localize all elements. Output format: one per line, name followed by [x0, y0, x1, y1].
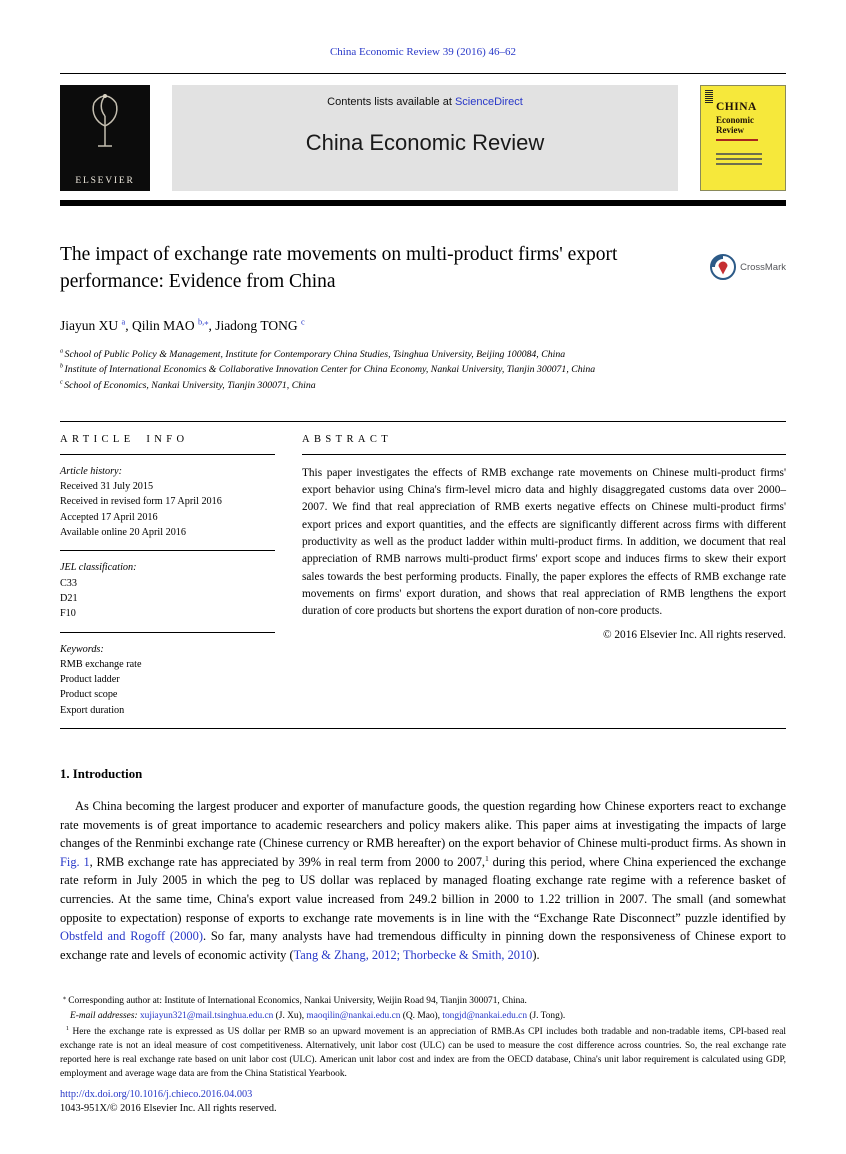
affiliation-line-a: $^a$ School of Public Policy & Management, Institute for Contemporary China Studies, Tsinghua University, Beijing 100084, China: [60, 348, 566, 360]
banner-divider-bar: [60, 200, 786, 206]
text-link[interactable]: xujiayun321@mail.tsinghua.edu.cn: [139, 1010, 274, 1021]
text-link[interactable]: b,⁎: [197, 317, 209, 327]
jel-item: D21: [60, 592, 78, 604]
journal-cover-thumbnail[interactable]: [700, 85, 786, 191]
email-addresses-note: E-mail addresses: xujiayun321@mail.tsinghua.edu.cn (J. Xu), maoqilin@nankai.edu.cn (Q. Mao), tongjd@nankai.edu.cn (J. Tong).: [70, 1010, 566, 1021]
corresponding-author-note: ⁎ Corresponding author at: Institute of International Economics, Nankai University, Weijin Road 94, Tianjin 300071, China.: [63, 995, 527, 1007]
keyword-item: Product scope: [60, 689, 118, 701]
crossmark-label: CrossMark: [740, 261, 786, 273]
crossmark-badge[interactable]: [709, 250, 786, 284]
cover-subtitle-2: Review: [716, 125, 744, 135]
doi-link[interactable]: http://dx.doi.org/10.1016/j.chieco.2016.04.003: [60, 1089, 253, 1100]
article-title: The impact of exchange rate movements on multi-product firms' export performance: Evidence from China: [60, 244, 618, 292]
cover-subtitle-1: Economic: [716, 115, 754, 125]
article-info-heading: ARTICLE INFO: [60, 422, 275, 455]
abstract-column: [289, 422, 786, 728]
cover-red-rule: [716, 139, 758, 141]
jel-group: [60, 551, 275, 632]
affiliations: [60, 347, 786, 394]
introduction-paragraph: As China becoming the largest producer and exporter of manufacture goods, the question regarding how Chinese exporters react to exchange rate movements is of great importance to academic researchers and policy makers alike. This paper aims at investigating the impacts of large changes of the Renminbi exchange rate (Chinese currency or RMB hereafter) on the export behavior of Chinese multi-product firms. As shown in Fig. 1, RMB exchange rate has appreciated by 39% in real term from 2000 to 2007,$^1$ during this period, where China experienced the exchange rate reform in July 2005 in which the peg to US dollar was replaced by managed floating exchange rate regime with a reference basket of currencies. At the same time, China's export value increased from 249.2 billion in 2000 to 1.22 trillion in 2007. The small (and somewhat opposite to expectation) response of exports to exchange rate movements is in line with the “Exchange Rate Disconnect” puzzle identified by Obstfeld and Rogoff (2000). So far, many analysts have had tremendous difficulty in pinning down the responsiveness of Chinese export to exchange rate and levels of economic activity (Tang & Zhang, 2012; Thorbecke & Smith, 2010).: [60, 798, 786, 962]
introduction-heading: 1. Introduction: [60, 766, 143, 781]
contents-line: Contents lists available at ScienceDirect: [327, 96, 523, 108]
journal-banner: [60, 85, 786, 191]
keyword-item: Product ladder: [60, 674, 120, 686]
affiliation-line-b: $^b$ Institute of International Economics & Collaborative Innovation Center for China Economy, Nankai University, Tianjin 300071, China: [60, 364, 596, 376]
keyword-item: Export duration: [60, 704, 125, 716]
history-item: Available online 20 April 2016: [60, 527, 186, 539]
text-link[interactable]: tongjd@nankai.edu.cn: [442, 1010, 528, 1021]
keyword-item: RMB exchange rate: [60, 658, 142, 670]
authors-line: Jiayun XU $^a$, Qilin MAO $^{b,⁎}$, Jiadong TONG $^c$: [60, 317, 305, 333]
abstract-copyright: © 2016 Elsevier Inc. All rights reserved.: [602, 629, 786, 642]
article-info-abstract-block: [60, 421, 786, 729]
text-link[interactable]: Obstfeld and Rogoff (2000): [60, 929, 203, 944]
abstract-text: This paper investigates the effects of RMB exchange rate movements on Chinese multi-product firms' export behavior using China's firm-level micro data and highly disaggregated customs data over 2000–2007. We find that real appreciation of RMB exerts negative effects on Chinese multi-product firms' export prices and export quantities, and the effects are significantly different across firms with different productivity as well as the product ladder within multi-product firms. In addition, we document that real appreciation of RMB narrows multi-product firms' export scope and induces firms to skew their export sales towards the best performing products. Finally, the paper explores the effects of RMB exchange rate movements on firms' export duration, and shows that real appreciation of RMB lengthens the export duration of core products but shortens the export duration of non-core products.: [302, 466, 786, 618]
elsevier-logo[interactable]: [60, 85, 150, 191]
text-link[interactable]: maoqilin@nankai.edu.cn: [306, 1010, 401, 1021]
elsevier-logo-label: ELSEVIER: [75, 176, 135, 186]
header-rule: [60, 73, 786, 74]
elsevier-tree-icon: [74, 88, 136, 158]
journal-banner-title: China Economic Review: [305, 130, 545, 155]
article-history-list: [60, 479, 275, 540]
text-link[interactable]: Tang & Zhang, 2012; Thorbecke & Smith, 2010: [293, 947, 533, 962]
cover-barcode: [705, 90, 713, 103]
page-footer: [60, 1089, 786, 1114]
history-item: Received 31 July 2015: [60, 481, 154, 493]
crossmark-icon: [709, 253, 737, 281]
affiliation-line-c: $^c$ School of Economics, Nankai University, Tianjin 300071, China: [60, 379, 316, 392]
text-link[interactable]: a: [121, 317, 126, 327]
journal-citation-link[interactable]: China Economic Review 39 (2016) 46–62: [329, 46, 517, 58]
abstract-heading: ABSTRACT: [302, 422, 786, 455]
cover-decor-lines: [716, 153, 780, 165]
jel-item: C33: [60, 577, 77, 589]
keywords-list: [60, 657, 275, 718]
text-link[interactable]: c: [300, 317, 305, 327]
article-history-label: Article history:: [60, 465, 122, 477]
history-item: Accepted 17 April 2016: [60, 511, 158, 523]
keywords-label: Keywords:: [60, 643, 104, 655]
article-history-group: [60, 455, 275, 551]
footnotes: [60, 994, 786, 1081]
article-info-column: [60, 422, 289, 728]
footnote-1: $^1$ Here the exchange rate is expressed as US dollar per RMB so an upward movement is an appreciation of RMB.As CPI includes both tradable and non-tradable items, CPI-based real exchange rate is not an ideal measure of cost competitiveness. Alternatively, unit labor cost (ULC) can be used to measure the cost difference across countries. So, the real exchange rate reported here is real exchange rate based on unit labor cost (ULC). American unit labor cost and index are from the OECD database, China's unit labor requirement is calculated using GDP, employment and average wage data are from the China Statistical Yearbook.: [60, 1025, 786, 1080]
history-item: Received in revised form 17 April 2016: [60, 496, 222, 508]
keywords-group: [60, 633, 275, 728]
banner-center: [172, 85, 678, 191]
jel-list: [60, 576, 275, 622]
jel-label: JEL classification:: [60, 562, 137, 574]
jel-item: F10: [60, 608, 76, 620]
issn-copyright-line: 1043-951X/© 2016 Elsevier Inc. All rights reserved.: [60, 1103, 277, 1114]
cover-title: CHINA: [716, 101, 757, 113]
text-link[interactable]: Fig. 1: [60, 854, 90, 869]
text-link[interactable]: ScienceDirect: [454, 96, 523, 108]
